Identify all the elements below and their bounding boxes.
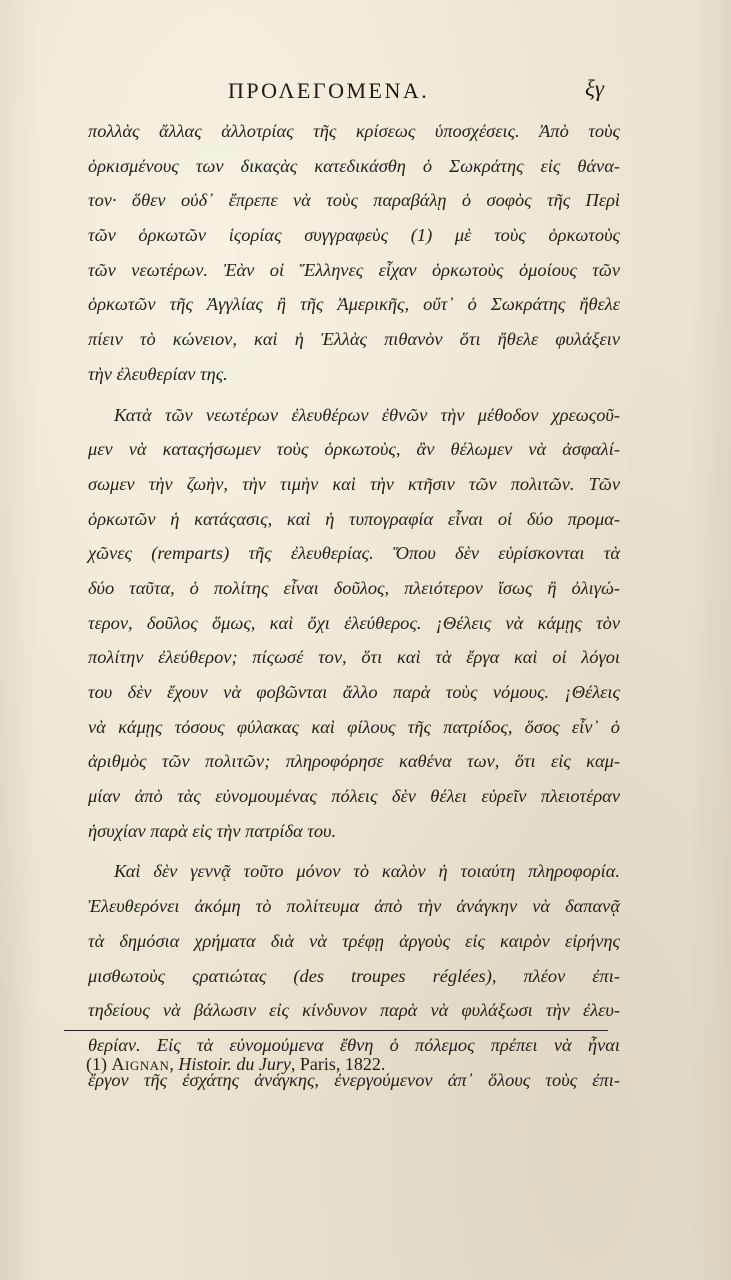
- footnote-place-year: , Paris, 1822.: [290, 1054, 386, 1074]
- text-line: Καὶ δὲν γεννᾷ τοῦτο μόνον τὸ καλὸν ἡ τοιαύτη πληροφορία.: [114, 861, 620, 882]
- text-line: ὁρκωτῶν ἡ κατάςασις, καὶ ἡ τυπογραφία εἶναι οἱ δύο προμα-: [88, 508, 620, 529]
- text-line: τῶν νεωτέρων. Ἐὰν οἱ Ἕλληνες εἶχαν ὁρκωτοὺς ὁμοίους τῶν: [88, 259, 620, 280]
- footnote-divider: [64, 1030, 608, 1031]
- text-line: πίειν τὸ κώνειον, καὶ ἡ Ἑλλὰς πιθανὸν ὅτι ἤθελε φυλάξειν: [88, 329, 620, 350]
- text-line: τηδείους νὰ βάλωσιν εἰς κίνδυνον παρὰ νὰ φυλάξωσι τὴν ἐλευ-: [88, 1000, 620, 1021]
- footnote-marker: (1): [86, 1054, 107, 1074]
- text-line: πολίτην ἐλεύθερον; πίςωσέ τον, ὅτι καὶ τὰ ἔργα καὶ οἱ λόγοι: [88, 647, 620, 668]
- text-line: χῶνες (remparts) τῆς ἐλευθερίας. Ὅπου δὲν εὑρίσκονται τὰ: [88, 543, 620, 564]
- text-line: τὰ δημόσια χρήματα διὰ νὰ τρέφῃ ἀργοὺς εἰς καιρὸν εἰρήνης: [88, 930, 620, 951]
- text-line: ὁρκωτῶν τῆς Ἀγγλίας ἢ τῆς Ἀμερικῆς, οὔτ᾽ ὁ Σωκράτης ἤθελε: [88, 294, 620, 315]
- text-line: ἔργον τῆς ἐσχάτης ἀνάγκης, ἐνεργούμενον ἀπ᾽ ὅλους τοὺς ἐπι-: [88, 1069, 620, 1090]
- page-title: ΠΡΟΛΕΓΟΜΕΝΑ.: [228, 78, 430, 103]
- text-line: ἀριθμὸς τῶν πολιτῶν; πληροφόρησε καθένα των, ὅτι εἰς καμ-: [88, 751, 620, 772]
- text-line: τῶν ὁρκωτῶν ἱςορίας συγγραφεὺς (1) μὲ τοὺς ὁρκωτοὺς: [88, 225, 620, 246]
- page-number: ξγ: [585, 76, 604, 101]
- text-line: νὰ κάμῃς τόσους φύλακας καὶ φίλους τῆς πατρίδος, ὅσος εἶν᾽ ὁ: [88, 716, 620, 737]
- text-line: σωμεν τὴν ζωὴν, τὴν τιμὴν καὶ τὴν κτῆσιν τῶν πολιτῶν. Τῶν: [88, 473, 620, 494]
- footnote: (1) Aignan, Histoir. du Jury, Paris, 1822.: [86, 1054, 386, 1074]
- text-line: πολλὰς ἄλλας ἀλλοτρίας τῆς κρίσεως ὑποσχέσεις. Ἀπὸ τοὺς: [88, 121, 620, 141]
- footnote-author: Aignan: [111, 1054, 170, 1074]
- footnote-work: Histoir. du Jury: [178, 1054, 291, 1074]
- text-line: μεν νὰ καταςήσωμεν τοὺς ὁρκωτοὺς, ἂν θέλωμεν νὰ ἀσφαλί-: [88, 439, 620, 460]
- text-line: τον· ὅθεν οὐδ᾽ ἔπρεπε νὰ τοὺς παραβάλῃ ὁ σοφὸς τῆς Περὶ: [88, 190, 620, 211]
- text-line: μίαν ἀπὸ τὰς εὐνομουμένας πόλεις δὲν θέλει εὑρεῖν πλειοτέραν: [88, 786, 620, 807]
- text-line: θερίαν. Εἰς τὰ εὐνομούμενα ἔθνη ὁ πόλεμος πρέπει νὰ ἦναι: [88, 1034, 620, 1055]
- text-line: τερον, δοῦλος ὅμως, καὶ ὄχι ἐλεύθερος. ¡Θέλεις νὰ κάμῃς τὸν: [88, 612, 620, 633]
- body-text: [88, 114, 620, 1097]
- text-line: Κατὰ τῶν νεωτέρων ἐλευθέρων ἐθνῶν τὴν μέθοδον χρεωςοῦ-: [114, 404, 620, 425]
- running-head: [0, 78, 731, 112]
- text-line: Ἐλευθερόνει ἀκόμη τὸ πολίτευμα ἀπὸ τὴν ἀνάγκην νὰ δαπανᾷ: [88, 896, 620, 917]
- text-line: μισθωτοὺς ςρατιώτας (des troupes réglées), πλέον ἐπι-: [88, 965, 620, 986]
- text-line: ὁρκισμένους των δικαςὰς κατεδικάσθη ὁ Σωκράτης εἰς θάνα-: [88, 155, 620, 176]
- text-line: τὴν ἐλευθερίαν της.: [88, 363, 228, 384]
- text-line: δύο ταῦτα, ὁ πολίτης εἶναι δοῦλος, πλειότερον ἴσως ἢ ὀλιγώ-: [88, 577, 620, 598]
- text-line: ἡσυχίαν παρὰ εἰς τὴν πατρίδα του.: [88, 820, 337, 841]
- text-line: του δὲν ἔχουν νὰ φοβῶνται ἄλλο παρὰ τοὺς νόμους. ¡Θέλεις: [88, 682, 620, 702]
